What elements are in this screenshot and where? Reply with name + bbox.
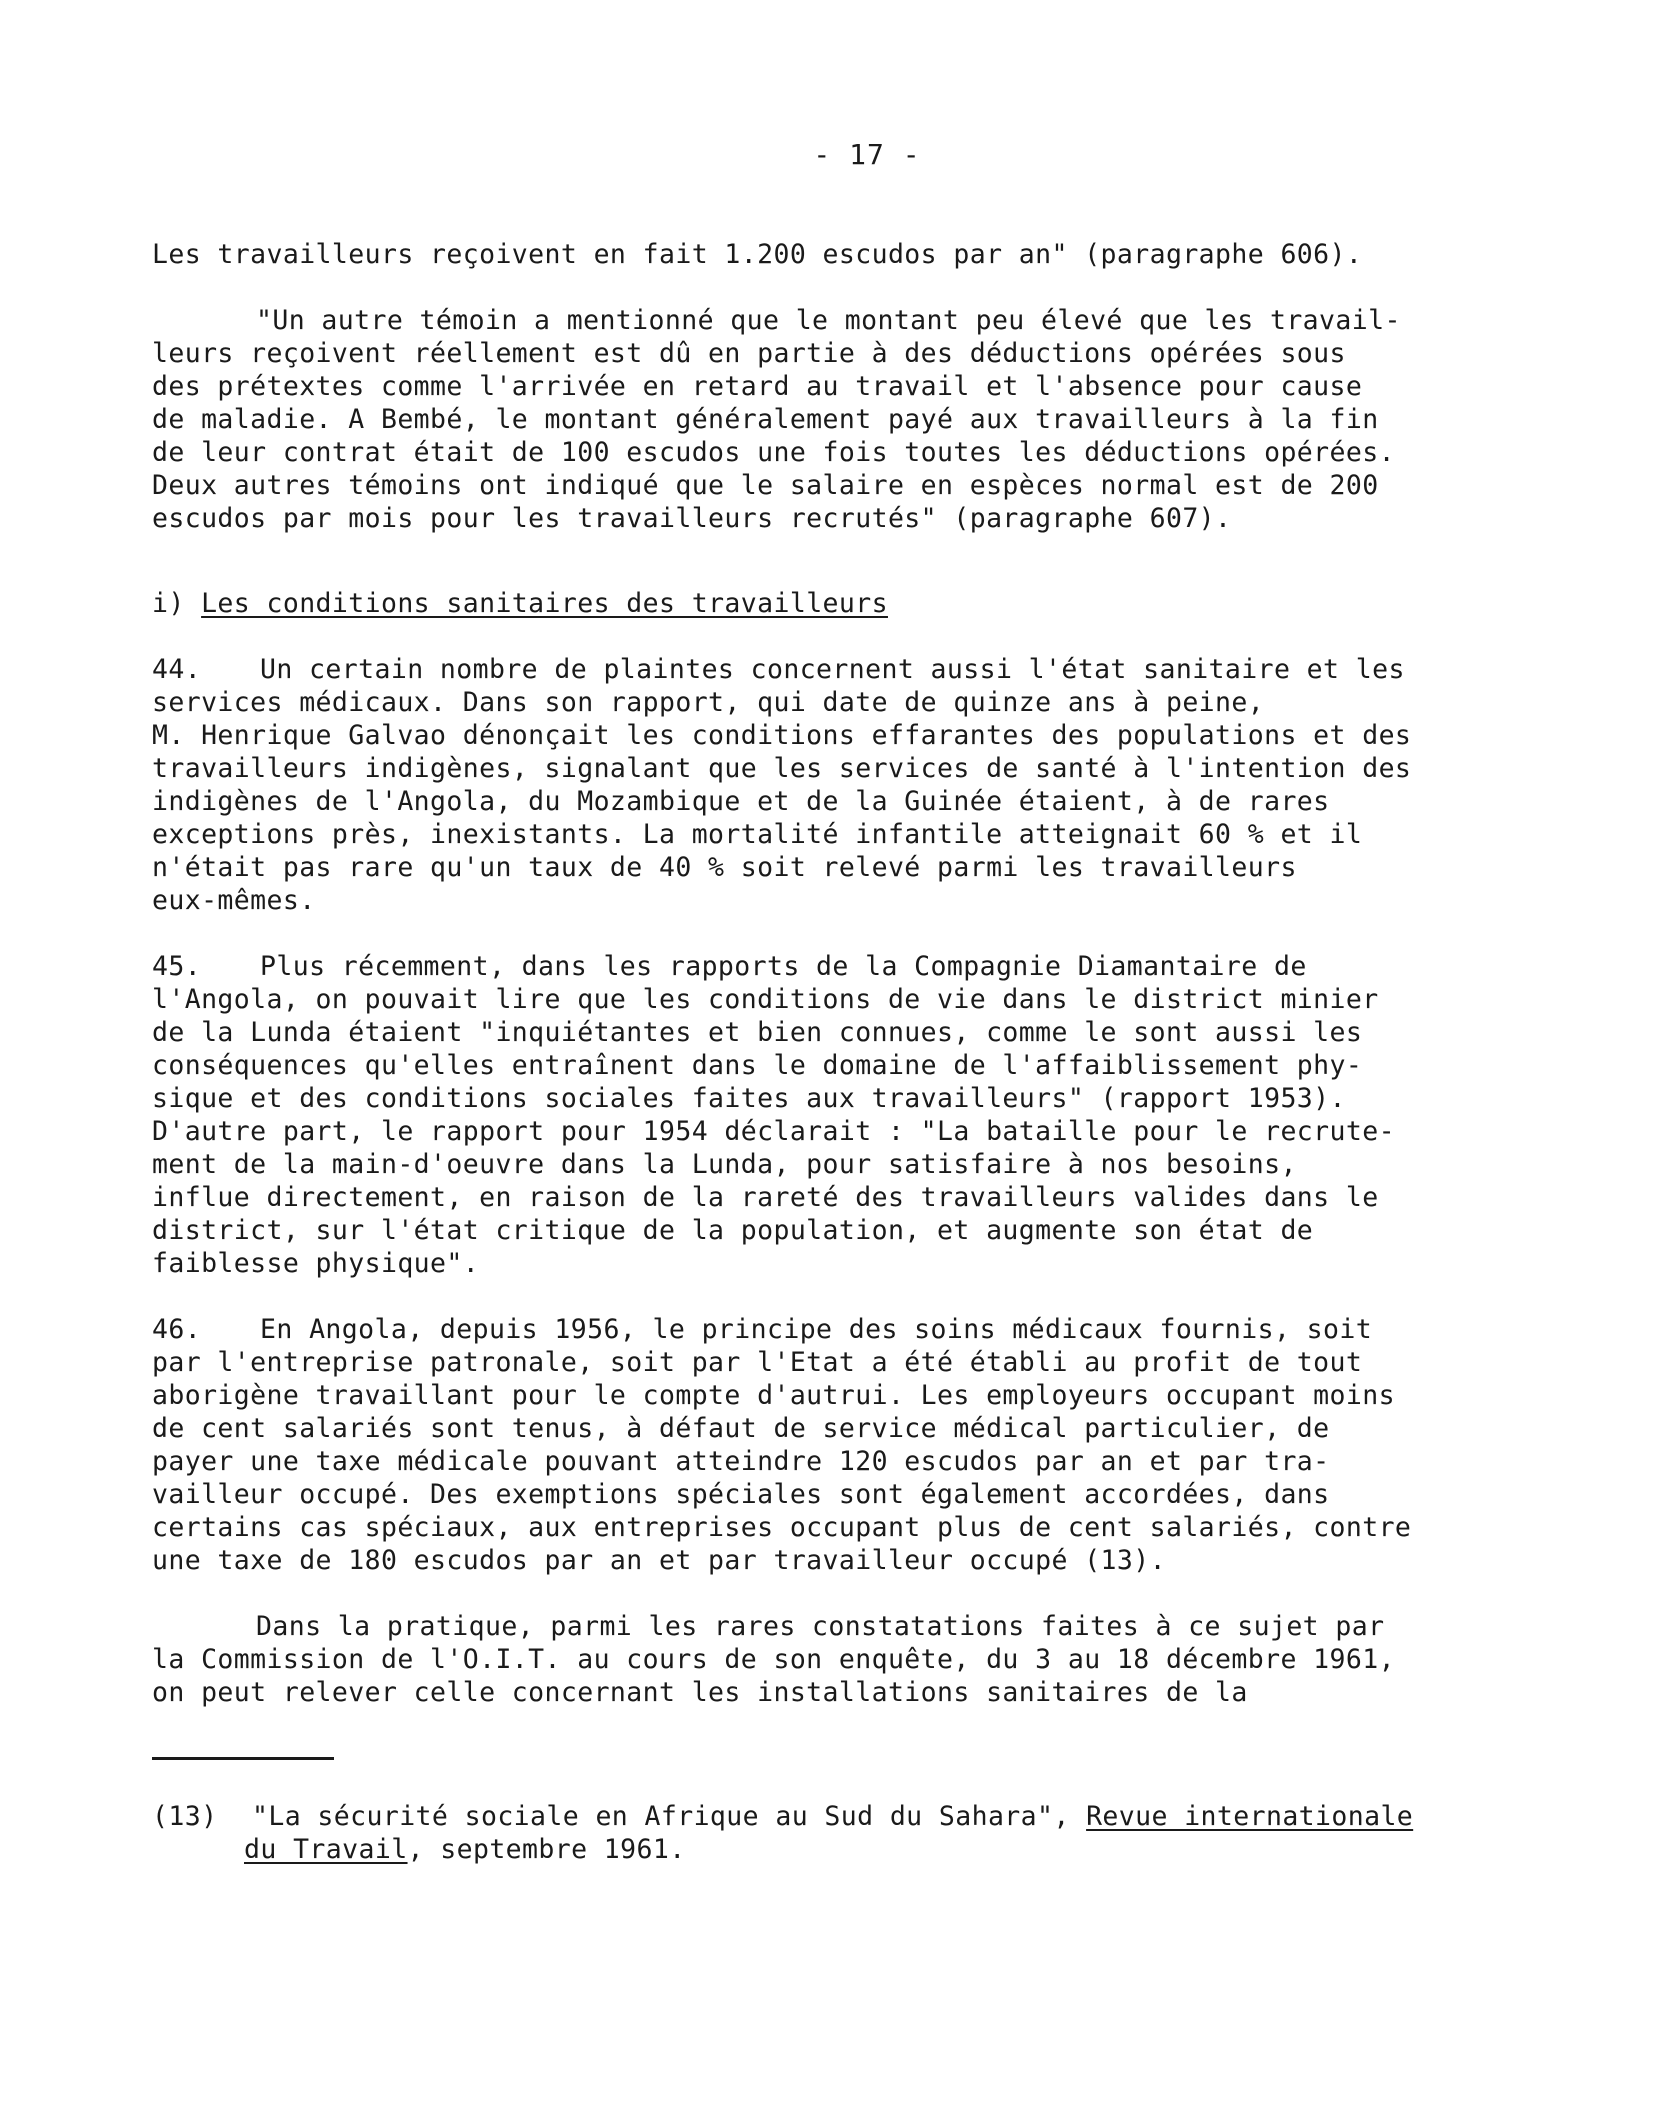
text-line: payer une taxe médicale pouvant atteindre 120 escudos par an et par tra- <box>152 1446 1330 1477</box>
text-line: M. Henrique Galvao dénonçait les conditions effarantes des populations et des <box>152 720 1412 751</box>
section-marker: i) <box>152 588 185 619</box>
section-title: Les conditions sanitaires des travailleurs <box>201 588 888 619</box>
text-line: exceptions près, inexistants. La mortalité infantile atteignait 60 % et il <box>152 819 1363 850</box>
text-line: district, sur l'état critique de la population, et augmente son état de <box>152 1215 1314 1246</box>
text-line: l'Angola, on pouvait lire que les conditions de vie dans le district minier <box>152 984 1379 1015</box>
text-line: indigènes de l'Angola, du Mozambique et de la Guinée étaient, à de rares <box>152 786 1330 817</box>
text-line: la Commission de l'O.I.T. au cours de son enquête, du 3 au 18 décembre 1961, <box>152 1644 1395 1675</box>
paragraph-number: 46. <box>152 1314 202 1345</box>
text-line: Deux autres témoins ont indiqué que le salaire en espèces normal est de 200 <box>152 470 1379 501</box>
text-line: eux-mêmes. <box>152 885 316 916</box>
closing-paragraph <box>152 1610 1542 1709</box>
paragraph-quote <box>152 304 1542 535</box>
text-line: Les travailleurs reçoivent en fait 1.200 escudos par an" (paragraphe 606). <box>152 239 1363 270</box>
text-line: de leur contrat était de 100 escudos une fois toutes les déductions opérées. <box>152 437 1395 468</box>
text-line: leurs reçoivent réellement est dû en partie à des déductions opérées sous <box>152 338 1346 369</box>
text-line: conséquences qu'elles entraînent dans le domaine de l'affaiblissement phy- <box>152 1050 1363 1081</box>
text-line: influe directement, en raison de la rareté des travailleurs valides dans le <box>152 1182 1379 1213</box>
text-line: D'autre part, le rapport pour 1954 déclarait : "La bataille pour le recrute- <box>152 1116 1395 1147</box>
text-line: En Angola, depuis 1956, le principe des soins médicaux fournis, soit <box>260 1314 1373 1345</box>
text-line: par l'entreprise patronale, soit par l'Etat a été établi au profit de tout <box>152 1347 1363 1378</box>
paragraph-number: 44. <box>152 654 202 685</box>
text-line: aborigène travaillant pour le compte d'autrui. Les employeurs occupant moins <box>152 1380 1395 1411</box>
text-line: travailleurs indigènes, signalant que les services de santé à l'intention des <box>152 753 1412 784</box>
text-line: "Un autre témoin a mentionné que le montant peu élevé que les travail- <box>256 305 1401 336</box>
numbered-paragraph-46 <box>152 1313 1542 1577</box>
text-line: de cent salariés sont tenus, à défaut de service médical particulier, de <box>152 1413 1330 1444</box>
text-line: on peut relever celle concernant les installations sanitaires de la <box>152 1677 1248 1708</box>
text-line: de la Lunda étaient "inquiétantes et bien connues, comme le sont aussi les <box>152 1017 1363 1048</box>
text-line: services médicaux. Dans son rapport, qui date de quinze ans à peine, <box>152 687 1265 718</box>
footnote-date: , septembre 1961. <box>407 1834 686 1865</box>
section-heading <box>152 587 1542 620</box>
text-line: Dans la pratique, parmi les rares constatations faites à ce sujet par <box>256 1611 1385 1642</box>
footnote-marker: (13) <box>152 1801 218 1832</box>
text-line: Plus récemment, dans les rapports de la Compagnie Diamantaire de <box>260 951 1307 982</box>
document-page <box>152 138 1542 1866</box>
footnote <box>152 1800 1542 1866</box>
numbered-paragraph-45 <box>152 950 1542 1280</box>
footnote-journal-title-cont: du Travail <box>244 1834 408 1865</box>
paragraph-continuation <box>152 238 1542 271</box>
footnote-journal-title: Revue internationale <box>1086 1801 1414 1832</box>
text-line: faiblesse physique". <box>152 1248 480 1279</box>
text-line: une taxe de 180 escudos par an et par travailleur occupé (13). <box>152 1545 1166 1576</box>
text-line: sique et des conditions sociales faites aux travailleurs" (rapport 1953). <box>152 1083 1346 1114</box>
numbered-paragraph-44 <box>152 653 1542 917</box>
paragraph-number: 45. <box>152 951 202 982</box>
footnote-text: "La sécurité sociale en Afrique au Sud du Sahara", <box>252 1801 1087 1832</box>
text-line: ment de la main-d'oeuvre dans la Lunda, pour satisfaire à nos besoins, <box>152 1149 1297 1180</box>
footnote-separator <box>152 1757 334 1760</box>
text-line: vailleur occupé. Des exemptions spéciales sont également accordées, dans <box>152 1479 1330 1510</box>
text-line: Un certain nombre de plaintes concernent aussi l'état sanitaire et les <box>260 654 1405 685</box>
text-line: n'était pas rare qu'un taux de 40 % soit relevé parmi les travailleurs <box>152 852 1297 883</box>
text-line: des prétextes comme l'arrivée en retard au travail et l'absence pour cause <box>152 371 1363 402</box>
text-line: escudos par mois pour les travailleurs recrutés" (paragraphe 607). <box>152 503 1232 534</box>
text-line: de maladie. A Bembé, le montant généralement payé aux travailleurs à la fin <box>152 404 1379 435</box>
text-line: certains cas spéciaux, aux entreprises occupant plus de cent salariés, contre <box>152 1512 1412 1543</box>
page-number: - 17 - <box>813 138 921 171</box>
